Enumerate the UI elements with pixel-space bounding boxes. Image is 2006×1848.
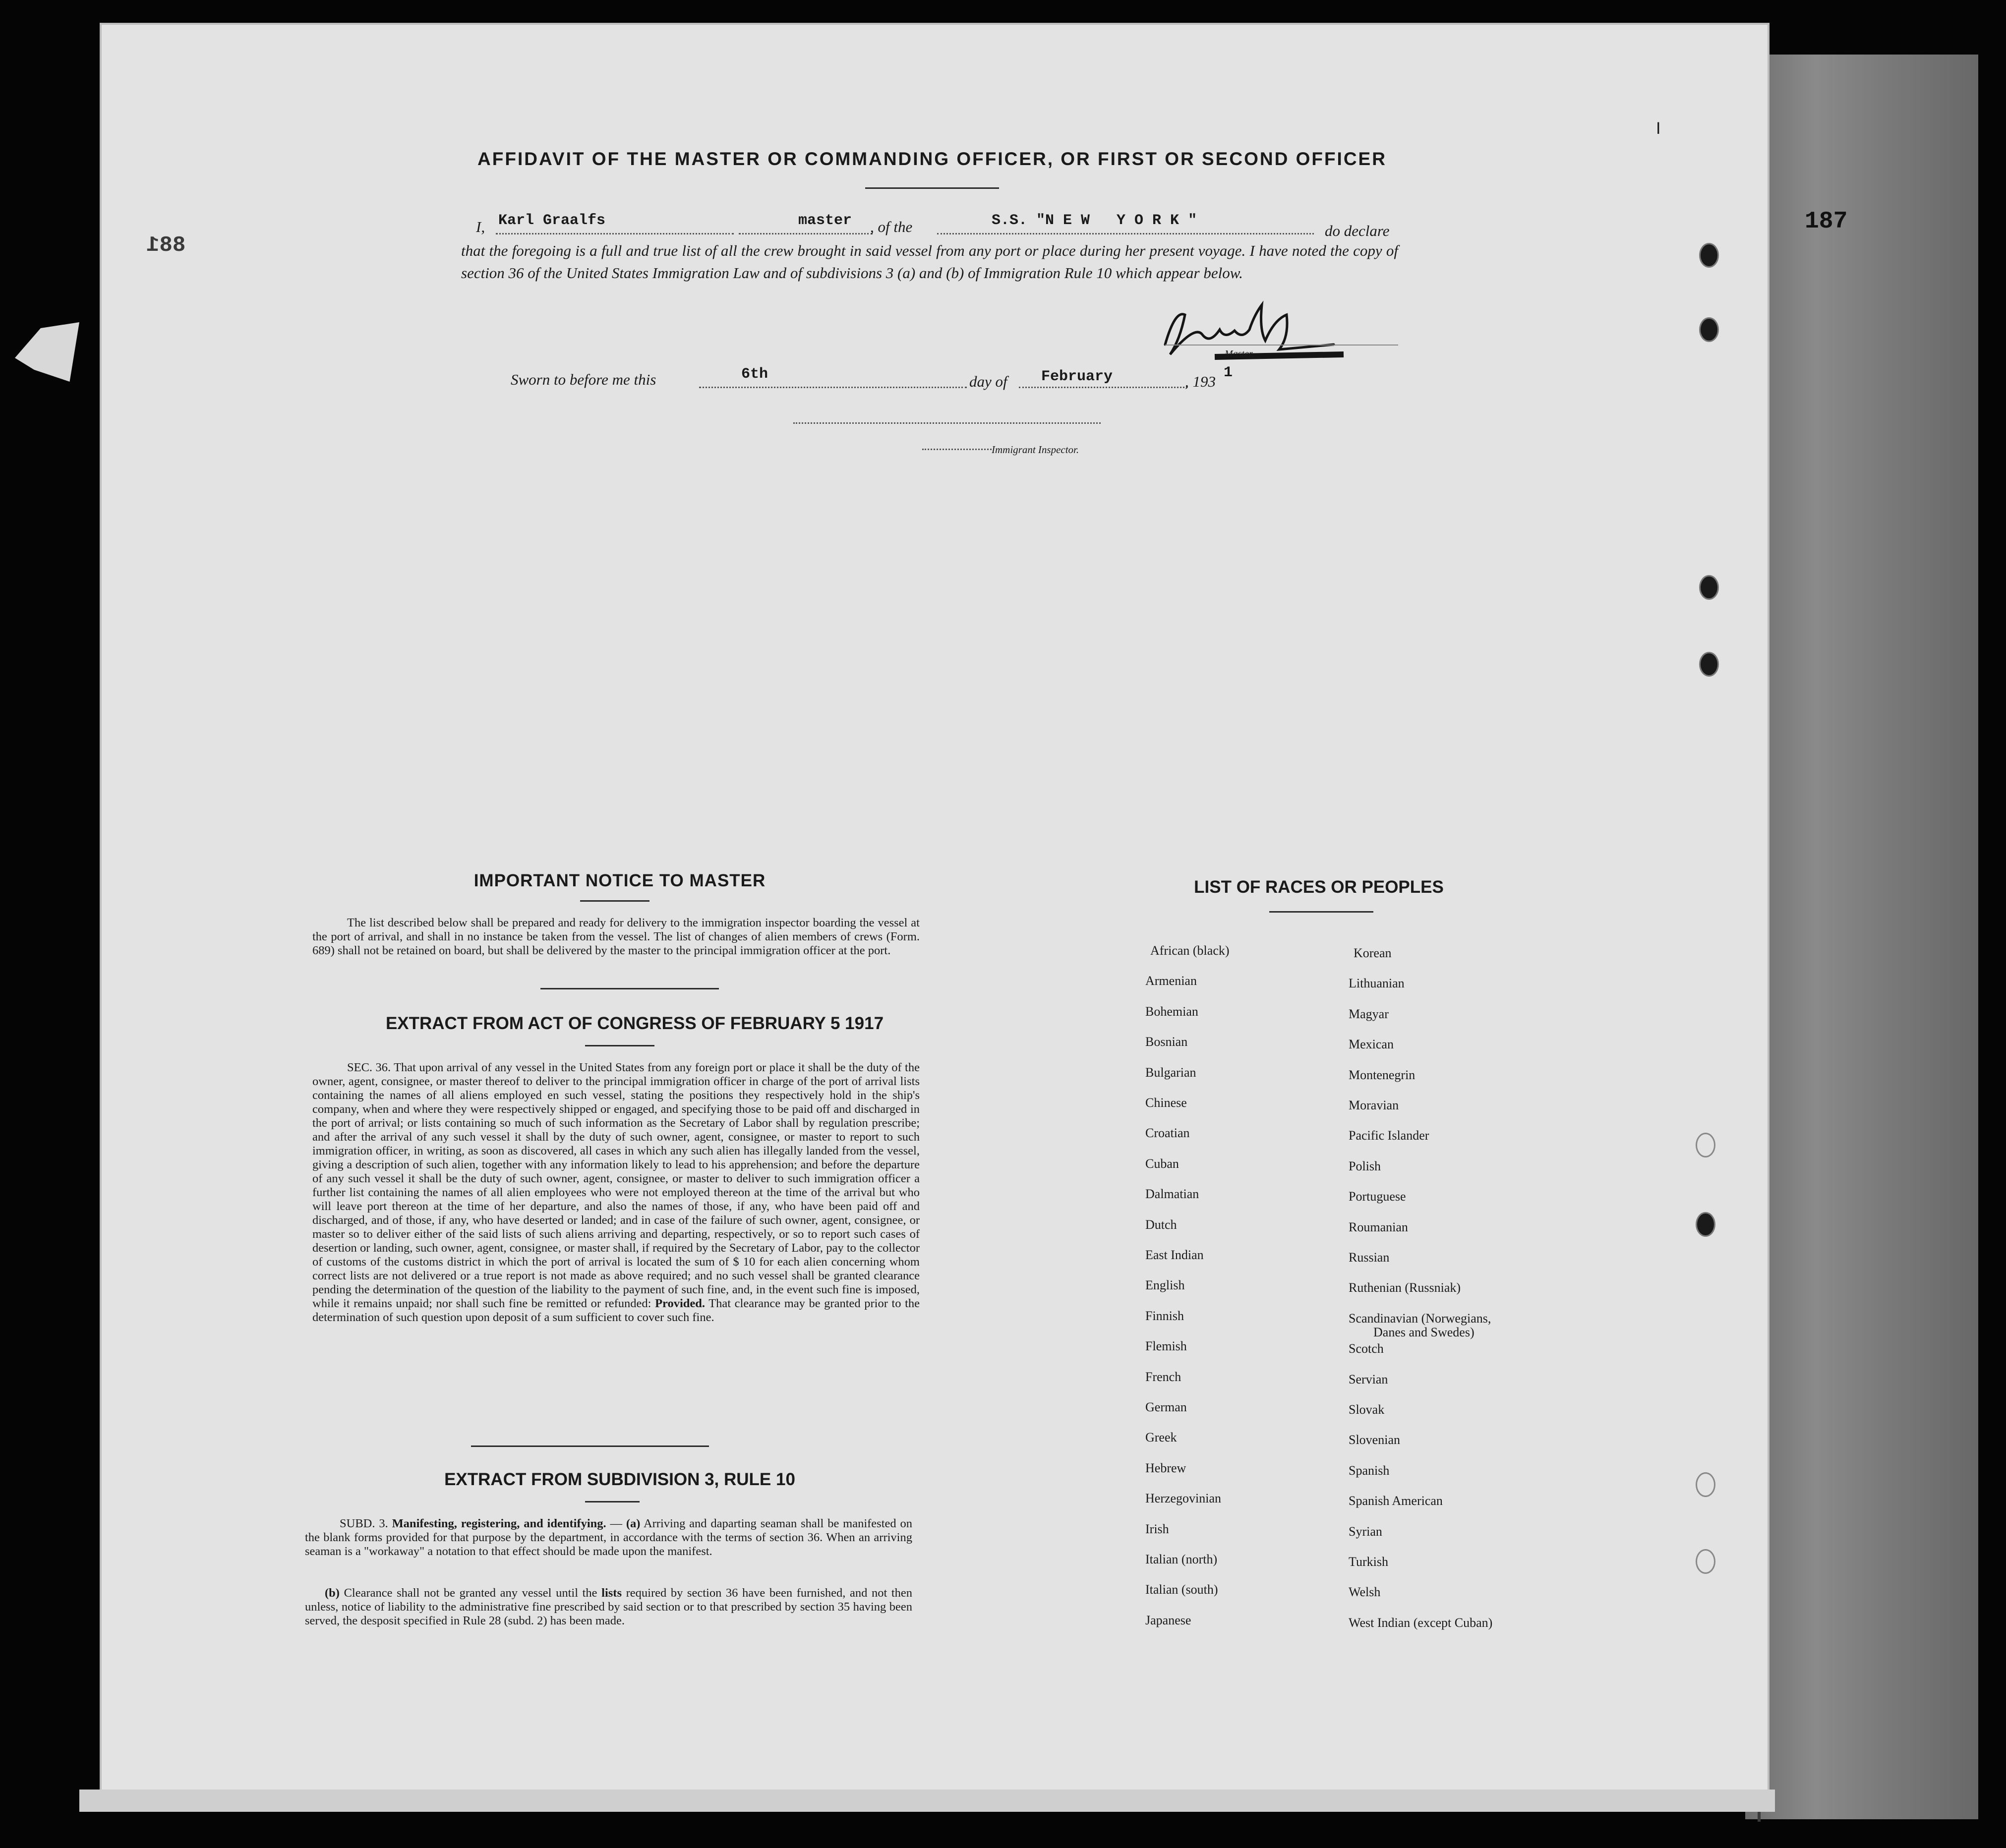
affidavit-name: Karl Graalfs bbox=[498, 212, 606, 229]
punch-hole bbox=[1699, 575, 1719, 600]
inspector-dots bbox=[922, 449, 992, 450]
race-item: Cuban bbox=[1145, 1156, 1179, 1171]
back-sheet-edge bbox=[1758, 52, 1971, 1822]
race-item: East Indian bbox=[1145, 1248, 1204, 1262]
punch-hole bbox=[1699, 317, 1719, 342]
rule-part-a-label: (a) bbox=[626, 1517, 641, 1530]
notice-rule bbox=[580, 900, 649, 902]
punch-hole bbox=[1696, 1472, 1715, 1497]
punch-hole bbox=[1696, 1133, 1715, 1157]
race-item: Italian (south) bbox=[1145, 1582, 1218, 1597]
race-item: West Indian (except Cuban) bbox=[1349, 1615, 1493, 1630]
race-item: Chinese bbox=[1145, 1096, 1187, 1110]
affidavit-of-the: , of the bbox=[870, 218, 913, 235]
notice-title: IMPORTANT NOTICE TO MASTER bbox=[473, 871, 766, 890]
title-rule bbox=[865, 187, 999, 189]
race-item: Slovenian bbox=[1349, 1433, 1400, 1447]
act-rule bbox=[585, 1045, 654, 1046]
race-item: Spanish bbox=[1349, 1463, 1390, 1478]
rule-part-a-text: Arriving and daparting seaman shall be manifested on the blank forms provided for that purpose by the department, in accordance with the terms of section 36. When an arriving seaman is a "workaway" a notation to that effect should be made upon the manifest. bbox=[305, 1517, 912, 1558]
day-line bbox=[699, 387, 967, 388]
sworn-month: February bbox=[1041, 368, 1113, 385]
race-item: Japanese bbox=[1145, 1613, 1191, 1627]
notice-end-rule bbox=[540, 988, 719, 989]
rule-part-b-lists: lists bbox=[601, 1586, 622, 1600]
race-item: Welsh bbox=[1349, 1585, 1381, 1600]
rule-part-b-text-2: required by section 36 have been furnished, and not then unless, notice of liability to the administrative fine prescribed by said section or to that prescribed by section 35 having been served, the desposit specified in Rule 28 (subd. 2) has been made. bbox=[305, 1586, 913, 1627]
sworn-day-of: day of bbox=[969, 373, 1007, 390]
affidavit-i: I, bbox=[476, 218, 485, 235]
race-item: Lithuanian bbox=[1349, 976, 1405, 991]
left-margin-number: 881 bbox=[146, 233, 186, 258]
race-item: Polish bbox=[1349, 1158, 1381, 1173]
sworn-year: 1 bbox=[1224, 364, 1233, 381]
right-margin-number: 187 bbox=[1805, 208, 1848, 235]
race-item: Korean bbox=[1354, 946, 1392, 960]
signature-caption: Master, bbox=[1225, 348, 1254, 359]
race-item: Montenegrin bbox=[1349, 1067, 1416, 1082]
race-item: Bulgarian bbox=[1145, 1065, 1196, 1080]
race-item: Portuguese bbox=[1349, 1189, 1406, 1204]
race-item: Finnish bbox=[1145, 1308, 1184, 1323]
race-item: Dalmatian bbox=[1145, 1187, 1199, 1202]
race-item: Scotch bbox=[1349, 1341, 1384, 1356]
act-provided: Provided. bbox=[655, 1297, 706, 1310]
punch-hole bbox=[1696, 1212, 1715, 1237]
affidavit-body: that the foregoing is a full and true list of all the crew brought in said vessel from any port or place during her present voyage. I have noted the copy of section 36 of the United States Immigration Law and of subdivisions 3 (a) and (b) of Immigration Rule 10 which appear below. bbox=[461, 242, 1398, 282]
race-item: Magyar bbox=[1349, 1006, 1389, 1021]
race-item: Greek bbox=[1145, 1430, 1177, 1445]
race-item: English bbox=[1145, 1278, 1185, 1293]
act-body bbox=[312, 1061, 920, 1325]
affidavit-do-declare: do declare bbox=[1325, 222, 1390, 239]
rule-title: EXTRACT FROM SUBDIVISION 3, RULE 10 bbox=[444, 1470, 795, 1489]
race-item: Ruthenian (Russniak) bbox=[1349, 1280, 1461, 1295]
race-item: Mexican bbox=[1349, 1037, 1394, 1052]
master-signature bbox=[1155, 295, 1368, 379]
act-end-rule bbox=[471, 1445, 709, 1447]
race-item: Bosnian bbox=[1145, 1035, 1188, 1049]
race-item: Bohemian bbox=[1145, 1004, 1198, 1019]
sworn-year-prefix: , 193 bbox=[1185, 373, 1216, 390]
race-item: Dutch bbox=[1145, 1217, 1177, 1232]
race-item: Moravian bbox=[1349, 1098, 1399, 1112]
race-item: German bbox=[1145, 1400, 1187, 1414]
top-mark: I bbox=[1656, 119, 1661, 138]
race-item: African (black) bbox=[1150, 943, 1230, 958]
race-item: Syrian bbox=[1349, 1524, 1382, 1539]
punch-hole bbox=[1696, 1549, 1715, 1574]
vessel-line bbox=[937, 233, 1314, 234]
race-item: Croatian bbox=[1145, 1126, 1190, 1141]
race-item: Hebrew bbox=[1145, 1460, 1186, 1475]
rule-part-b-text-1: Clearance shall not be granted any vessel until the bbox=[344, 1586, 597, 1600]
affidavit-position: master bbox=[798, 212, 852, 229]
rule-part-b bbox=[305, 1586, 912, 1628]
affidavit-vessel: S.S. "N E W Y O R K " bbox=[992, 212, 1197, 229]
race-item: Russian bbox=[1349, 1250, 1390, 1265]
inspector-caption: Immigrant Inspector. bbox=[992, 444, 1079, 456]
rule-part-b-label: (b) bbox=[325, 1586, 340, 1600]
race-item: Slovak bbox=[1349, 1402, 1385, 1417]
race-item: Herzegovinian bbox=[1145, 1491, 1222, 1506]
races-rule bbox=[1269, 911, 1373, 913]
punch-hole bbox=[1699, 652, 1719, 677]
act-body-end: That clearance may be granted prior to the determination of such question upon deposit of a sum sufficient to cover such fine. bbox=[312, 1297, 920, 1324]
punch-hole bbox=[1699, 243, 1719, 268]
position-line bbox=[739, 233, 873, 234]
races-title: LIST OF RACES OR PEOPLES bbox=[1194, 877, 1444, 897]
race-item: Pacific Islander bbox=[1349, 1128, 1429, 1143]
race-item: Servian bbox=[1349, 1372, 1388, 1386]
act-title: EXTRACT FROM ACT OF CONGRESS OF FEBRUARY 5 1917 bbox=[385, 1014, 884, 1033]
month-line bbox=[1019, 387, 1187, 388]
race-item: Irish bbox=[1145, 1521, 1169, 1536]
name-line bbox=[496, 233, 734, 234]
sworn-day: 6th bbox=[741, 366, 768, 383]
race-item: Armenian bbox=[1145, 974, 1197, 988]
race-item: Roumanian bbox=[1349, 1219, 1408, 1234]
affidavit-title: AFFIDAVIT OF THE MASTER OR COMMANDING OFFICER, OR FIRST OR SECOND OFFICER bbox=[477, 149, 1387, 169]
race-item: French bbox=[1145, 1369, 1181, 1384]
torn-paper-fragment bbox=[15, 322, 79, 382]
rule-subd-heading: Manifesting, registering, and identifying. bbox=[392, 1517, 606, 1530]
race-item: Spanish American bbox=[1349, 1494, 1443, 1508]
sworn-prefix: Sworn to before me this bbox=[511, 371, 656, 388]
notice-body: The list described below shall be prepared and ready for delivery to the immigration inspector boarding the vessel at the port of arrival, and shall in no instance be taken from the vessel. The list of changes of alien members of crews (Form. 689) shall not be retained on board, but shall be delivered by the master to the principal immigration officer at the port. bbox=[312, 916, 920, 957]
signature-line bbox=[1165, 345, 1398, 346]
race-item: Flemish bbox=[1145, 1339, 1187, 1354]
race-item-continuation: Danes and Swedes) bbox=[1373, 1325, 1475, 1339]
rule-subd-label: SUBD. 3. bbox=[340, 1517, 388, 1530]
act-body-text: SEC. 36. That upon arrival of any vessel in the United States from any foreign port or place it shall be the duty of the owner, agent, consignee, or master thereof to deliver to the principal immigration officer in charge of the port of arrival lists containing the names of all aliens employed en such vessel, stating the positions they respectively hold in the ship's company, when and where they were respectively shipped or engaged, and specifying those to be paid off and discharged in the port of arrival; or lists containing so much of such information as the Secretary of Labor shall by regulation prescribe; and after the arrival of any such vessel it shall by the duty of such owner, agent, consignee, or master to report to such immigration officer, in writing, as soon as discovered, all cases in which any such alien has illegally landed from the vessel, giving a description of such alien, together with any information likely to lead to his apprehension; and before the departure of any such vessel it shall be the duty of such owner, agent, consignee, or master to deliver to such immigration officer a further list containing the names of all alien employees who were not employed thereon at the time of the arrival but who will leave port thereon at the time of her departure, and also the names of those, if any, who have been paid off and discharged, and of those, if any, who have deserted or landed; and in case of the failure of such owner, agent, consignee, or master so to deliver either of the said lists of such aliens arriving and departing, respectively, or so to report such cases of desertion or landing, such owner, agent, consignee, or master shall, if required by the Secretary of Labor, pay to the collector of customs of the customs district in which the port of arrival is located the sum of $ 10 for each alien concerning whom correct lists are not delivered or a true report is not made as above required; and no such vessel shall be granted clearance pending the determination of the question of the liability to the payment of such fine, and, in the event such fine is imposed, while it remains unpaid; nor shall such fine be remitted or refunded: bbox=[312, 1061, 920, 1310]
race-item: Turkish bbox=[1349, 1555, 1388, 1569]
rule-part-a: SUBD. 3. Manifesting, registering, and identifying. — (a) Arriving and daparting seaman shall be manifested on the blank forms provided for that purpose by the department, in accordance with the terms of section 36. When an arriving seaman is a "workaway" a notation to that effect should be made upon the manifest. bbox=[305, 1517, 912, 1558]
inspector-signature-line bbox=[793, 422, 1101, 424]
page-bottom-edge bbox=[79, 1790, 1775, 1812]
race-item: Italian (north) bbox=[1145, 1552, 1218, 1566]
rule-rule bbox=[585, 1501, 640, 1502]
race-item: Scandinavian (Norwegians, bbox=[1349, 1311, 1491, 1326]
